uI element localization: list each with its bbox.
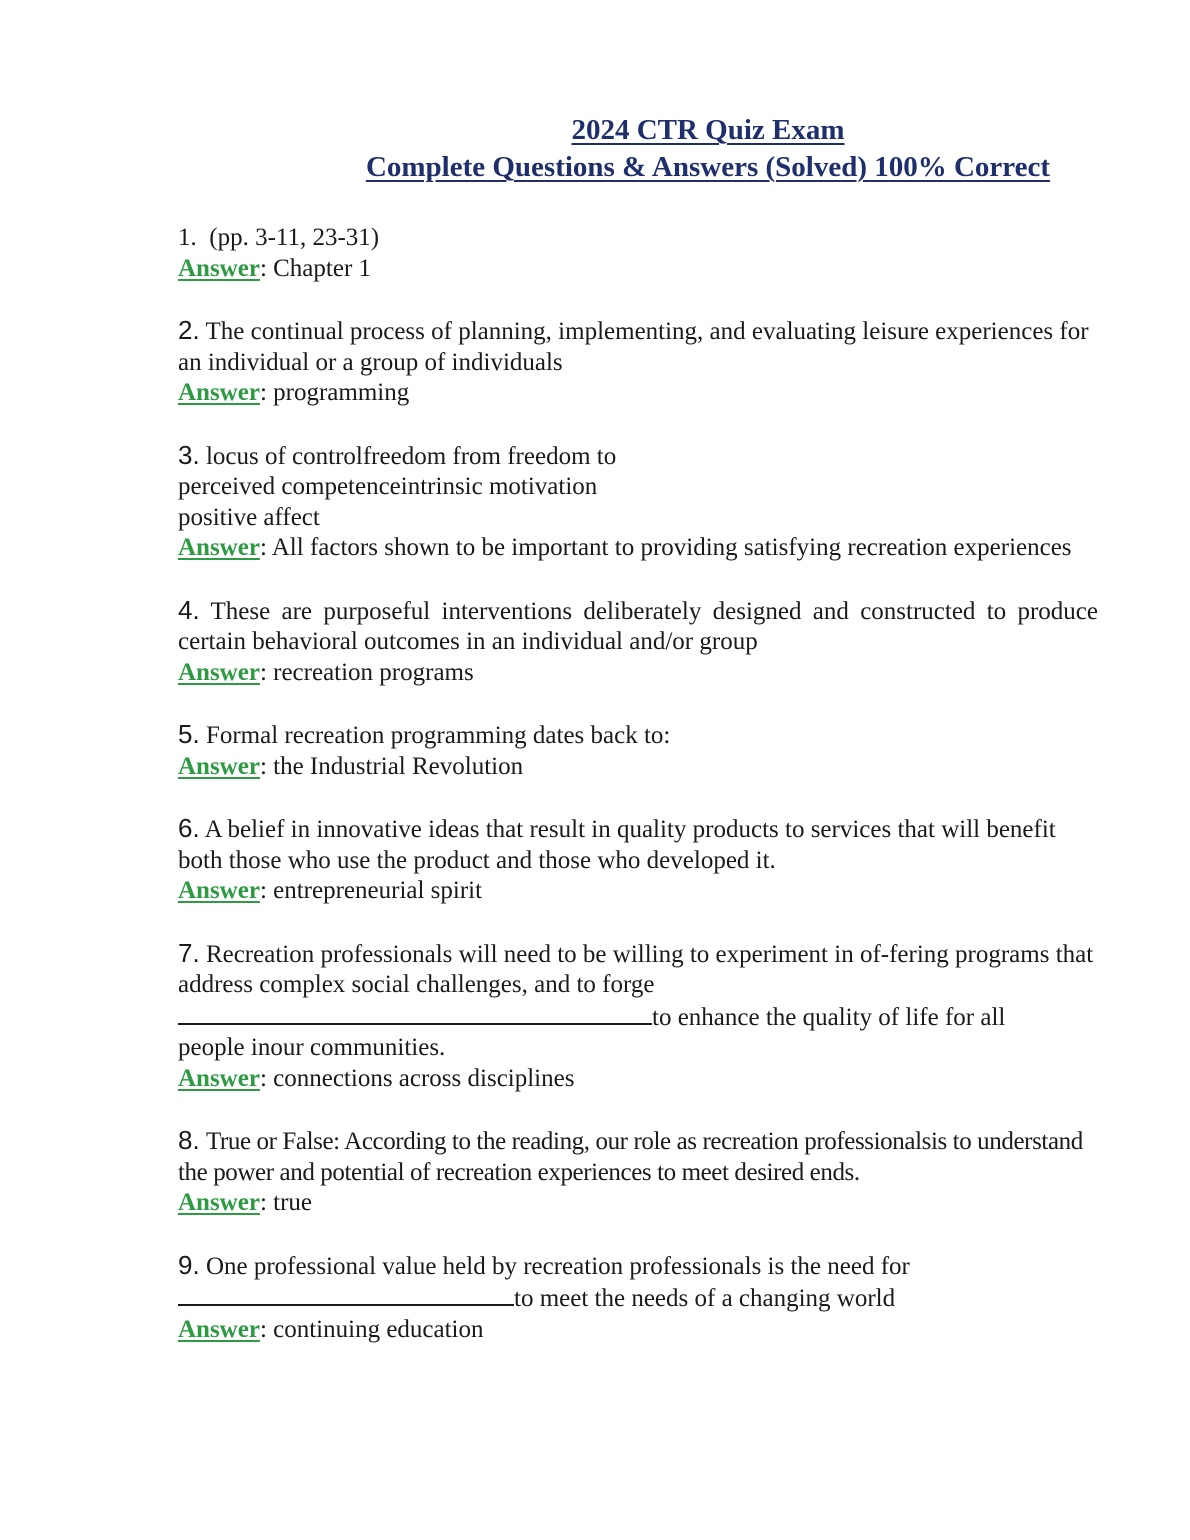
- question-8: [178, 1125, 1098, 1219]
- answer-text: : recreation programs: [259, 658, 474, 686]
- answer-label: Answer: [178, 1064, 260, 1092]
- answer-text: : true: [259, 1189, 313, 1216]
- answer-label: Answer: [178, 1189, 260, 1216]
- answer-label: Answer: [178, 877, 260, 904]
- question-number: 8.: [178, 1125, 200, 1155]
- question-text-after-blank: to enhance the quality of life for all: [652, 1003, 1006, 1031]
- question-number: 5.: [178, 719, 200, 749]
- question-text: A belief in innovative ideas that result in quality products to services that will benefit both those who use the product and those who developed it.: [178, 816, 1056, 874]
- question-text: One professional value held by recreation professionals is the need for: [205, 1252, 910, 1280]
- fill-in-blank: [178, 1001, 652, 1025]
- question-number: 2.: [178, 315, 200, 345]
- question-text: These are purposeful interventions deliberately designed and constructed to produce certain behavioral outcomes in an individual and/or group: [178, 597, 1098, 655]
- question-2: [178, 315, 1098, 409]
- document-page: [178, 112, 1098, 1345]
- question-number: 4.: [178, 594, 200, 625]
- question-number: 7.: [178, 937, 200, 968]
- answer-label: Answer: [178, 534, 260, 561]
- question-3: [178, 440, 1098, 564]
- answer-label: Answer: [178, 254, 260, 282]
- question-number: 3.: [178, 439, 200, 470]
- question-text-line-3: positive affect: [178, 503, 320, 531]
- question-text: Recreation professionals will need to be willing to experiment in of-fering programs that address complex social challenges, and to forge: [178, 940, 1094, 998]
- answer-label: Answer: [178, 1315, 260, 1343]
- question-1: [178, 223, 1098, 284]
- question-text: Formal recreation programming dates back to:: [205, 722, 671, 749]
- question-text: True or False: According to the reading, our role as recreation professionalsis to understand the power and potential of recreation experiences to meet desired ends.: [178, 1128, 1083, 1186]
- question-number: 6.: [178, 813, 200, 843]
- question-number: 1.: [178, 224, 197, 251]
- question-4: [178, 595, 1098, 689]
- question-text-end: people inour communities.: [178, 1034, 446, 1061]
- question-5: [178, 719, 1098, 782]
- answer-text: : the Industrial Revolution: [259, 752, 524, 780]
- question-9: [178, 1250, 1098, 1346]
- answer-text: : connections across disciplines: [259, 1064, 575, 1092]
- question-number: 9.: [178, 1249, 200, 1280]
- answer-text: : programming: [259, 379, 410, 406]
- answer-label: Answer: [178, 752, 260, 780]
- document-title: [158, 112, 1190, 186]
- answer-label: Answer: [178, 379, 260, 406]
- question-7: [178, 938, 1098, 1095]
- fill-in-blank: [178, 1282, 514, 1306]
- answer-label: Answer: [178, 658, 260, 686]
- answer-text: : All factors shown to be important to providing satisfying recreation experiences: [259, 534, 1072, 561]
- question-6: [178, 813, 1098, 907]
- answer-text: : continuing education: [259, 1315, 484, 1343]
- question-text-line-1: locus of controlfreedom from freedom to: [205, 442, 617, 470]
- question-text-after-blank: to meet the needs of a changing world: [514, 1285, 896, 1312]
- question-text: The continual process of planning, implementing, and evaluating leisure experiences for an individual or a group of individuals: [178, 318, 1089, 376]
- answer-text: : entrepreneurial spirit: [259, 877, 483, 904]
- question-text: (pp. 3-11, 23-31): [209, 224, 380, 251]
- answer-text: : Chapter 1: [259, 254, 372, 282]
- question-text-line-2: perceived competenceintrinsic motivation: [178, 473, 598, 500]
- title-line-2: Complete Questions & Answers (Solved) 100% Correct: [365, 151, 1051, 183]
- title-line-1: 2024 CTR Quiz Exam: [571, 114, 845, 146]
